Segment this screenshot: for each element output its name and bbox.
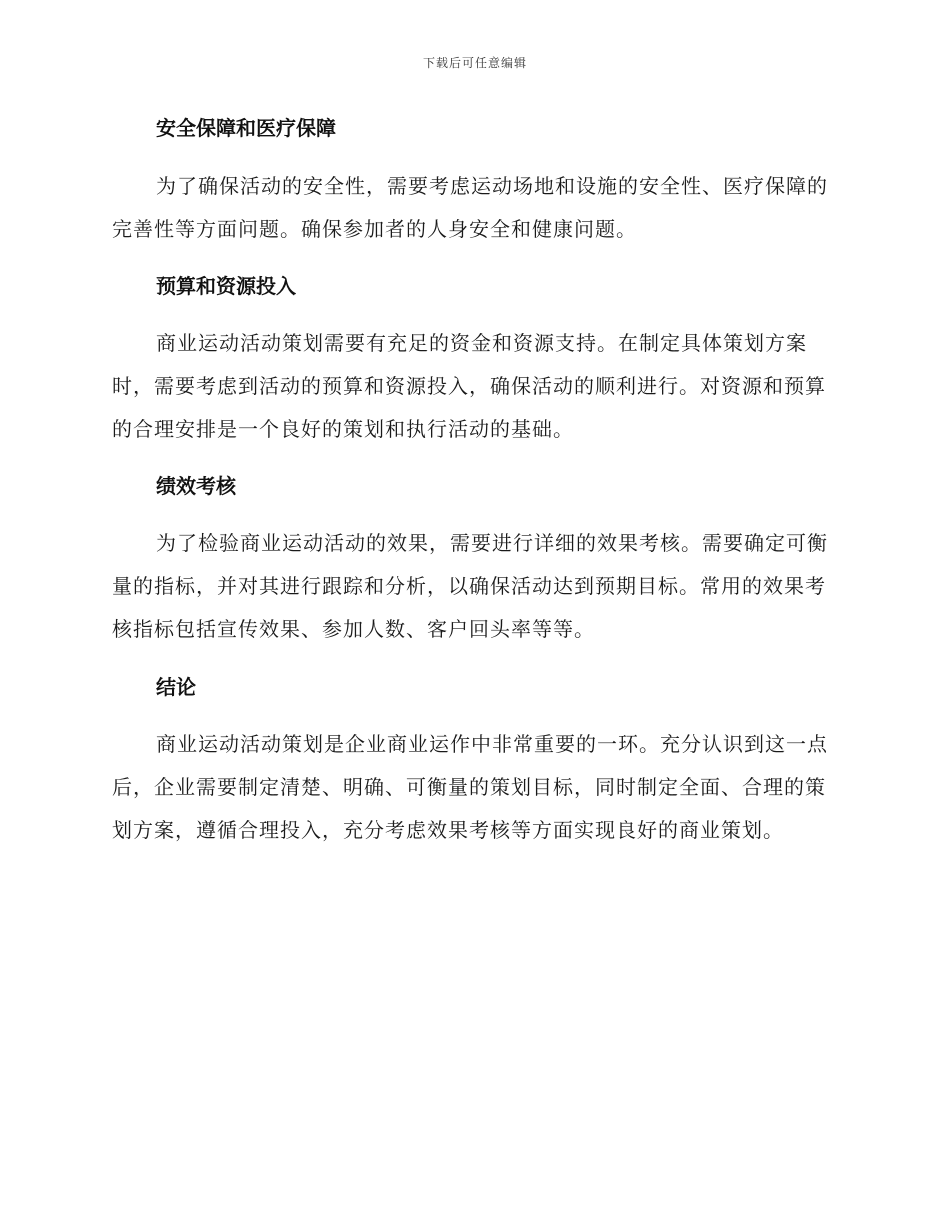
section-heading-budget: 预算和资源投入: [156, 274, 296, 298]
page-header: 下载后可任意编辑: [422, 56, 527, 70]
document-body: [112, 110, 832, 852]
section-heading-performance: 绩效考核: [156, 474, 236, 498]
section-paragraph-performance: 为了检验商业运动活动的效果，需要进行详细的效果考核。需要确定可衡量的指标，并对其进行跟踪和分析，以确保活动达到预期目标。常用的效果考核指标包括宣传效果、参加人数、客户回头率等等。: [112, 531, 828, 641]
section-paragraph-budget: 商业运动活动策划需要有充足的资金和资源支持。在制定具体策划方案时，需要考虑到活动的预算和资源投入，确保活动的顺利进行。对资源和预算的合理安排是一个良好的策划和执行活动的基础。: [112, 331, 826, 441]
section-paragraph-safety: 为了确保活动的安全性，需要考虑运动场地和设施的安全性、医疗保障的完善性等方面问题。确保参加者的人身安全和健康问题。: [112, 174, 828, 241]
section-paragraph-conclusion: 商业运动活动策划是企业商业运作中非常重要的一环。充分认识到这一点后，企业需要制定清楚、明确、可衡量的策划目标，同时制定全面、合理的策划方案，遵循合理投入，充分考虑效果考核等方面实现良好的商业策划。: [112, 732, 828, 842]
section-heading-conclusion: 结论: [156, 675, 196, 699]
section-heading-safety: 安全保障和医疗保障: [156, 116, 336, 140]
